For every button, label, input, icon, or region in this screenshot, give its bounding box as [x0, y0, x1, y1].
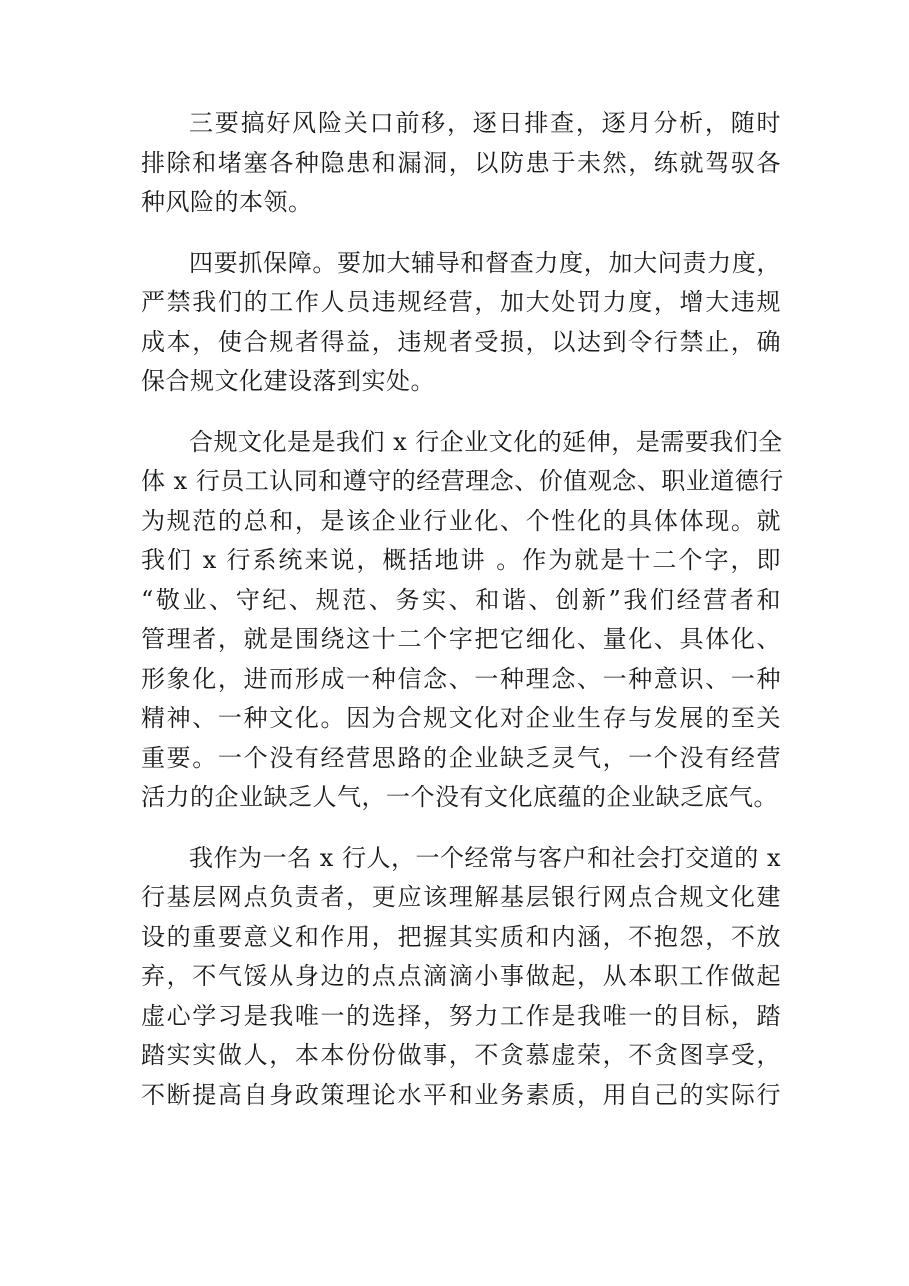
text-line: 成本，使合规者得益，违规者受损，以达到令行禁止，确 — [141, 327, 781, 356]
text-line: 精神、一种文化。因为合规文化对企业生存与发展的至关 — [141, 704, 781, 732]
text-line: 形象化，进而形成一种信念、一种理念、一种意识、一种 — [141, 664, 781, 693]
text-line: 体 x 行员工认同和遵守的经营理念、价值观念、职业道德行 — [141, 467, 784, 495]
text-line: “敬业、守纪、规范、务实、和谐、创新”我们经营者和 — [141, 585, 781, 614]
text-line: 行基层网点负责者，更应该理解基层银行网点合规文化建 — [141, 883, 781, 911]
text-line: 活力的企业缺乏人气，一个没有文化底蕴的企业缺乏底气。 — [141, 783, 778, 811]
text-line: 三要搞好风险关口前移，逐日排查，逐月分析，随时 — [189, 109, 781, 137]
text-line: 合规文化是是我们 x 行企业文化的延伸，是需要我们全 — [189, 427, 783, 456]
text-line: 管理者，就是围绕这十二个字把它细化、量化、具体化、 — [141, 625, 781, 653]
text-line: 为规范的总和，是该企业行业化、个性化的具体体现。就 — [141, 506, 781, 535]
text-line: 种风险的本领。 — [141, 188, 313, 216]
text-line: 我们 x 行系统来说，概括地讲 。作为就是十二个字，即 — [141, 546, 781, 574]
paragraph-guarantee — [141, 244, 781, 402]
paragraph-personal-commitment — [141, 839, 781, 1116]
document-body — [141, 104, 784, 1136]
text-line: 严禁我们的工作人员违规经营，加大处罚力度，增大违规 — [141, 288, 781, 316]
text-line: 不断提高自身政策理论水平和业务素质，用自己的实际行 — [141, 1080, 781, 1109]
text-line: 四要抓保障。要加大辅导和督查力度，加大问责力度， — [189, 248, 781, 277]
text-line: 设的重要意义和作用，把握其实质和内涵，不抱怨，不放 — [141, 922, 781, 951]
paragraph-compliance-culture — [141, 423, 784, 818]
text-line: 我作为一名 x 行人，一个经常与客户和社会打交道的 x — [189, 843, 781, 872]
text-line: 排除和堵塞各种隐患和漏洞，以防患于未然，练就驾驭各 — [141, 148, 781, 177]
text-line: 保合规文化建设落到实处。 — [141, 367, 435, 395]
text-line: 重要。一个没有经营思路的企业缺乏灵气，一个没有经营 — [141, 743, 781, 772]
text-line: 踏实实做人，本本份份做事，不贪慕虚荣，不贪图享受， — [141, 1041, 781, 1069]
text-line: 虚心学习是我唯一的选择，努力工作是我唯一的目标，踏 — [141, 1001, 781, 1030]
paragraph-risk-control — [141, 104, 781, 223]
text-line: 弃，不气馁从身边的点点滴滴小事做起，从本职工作做起 — [141, 962, 781, 990]
